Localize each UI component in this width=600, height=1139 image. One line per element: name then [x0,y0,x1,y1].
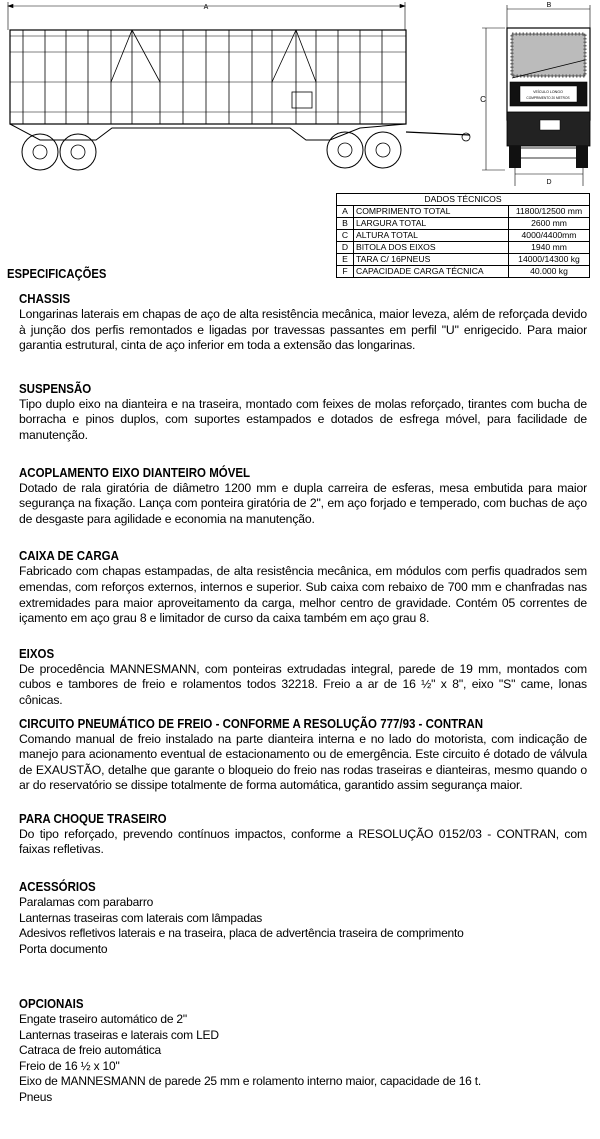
list-item: Lanternas traseiras com laterais com lâmpadas [19,910,263,925]
table-row [337,242,590,254]
dimension-a-label: A [203,4,209,11]
section-text: Do tipo reforçado, prevendo contínuos impactos, conforme a RESOLUÇÃO 0152/03 - CONTRAN, com faixas refletivas. [19,826,587,857]
dimension-b-label: B [546,2,552,9]
row-value: 14000/14300 kg [509,254,590,266]
section-circuito-pneumatico [19,717,587,794]
trailer-side-view [10,30,470,170]
row-letter: F [337,266,354,278]
section-text: De procedência MANNESMANN, com ponteiras extrudadas integral, parede de 19 mm, montados com cubos e tambores de freio e rolamentos todos 32218. Freio a ar de 16 ½" x 8", eixo "S" came, lonas cônicas. [19,661,587,707]
list-item: Catraca de freio automática [19,1043,162,1058]
section-suspensao [19,382,587,444]
section-title: CIRCUITO PNEUMÁTICO DE FREIO - CONFORME A RESOLUÇÃO 777/93 - CONTRAN [19,716,484,731]
section-text: Longarinas laterais em chapas de aço de alta resistência mecânica, maior leveza, além de reforçada devido à junção dos perfis remontados e ligadas por travessas passantes em perfil "U" enrigecido. Para maior garantia estrutural, cinta de aço inferior em toda a extensão das longarinas. [19,307,587,353]
row-label: ALTURA TOTAL [354,230,509,242]
section-caixa-de-carga [19,549,587,626]
section-para-choque [19,812,587,858]
list-item: Engate traseiro automático de 2" [19,1012,187,1027]
list-item: Porta documento [19,941,108,956]
section-title: OPCIONAIS [19,997,84,1012]
rear-plate-line2: COMPRIMENTO 20 METROS [526,96,570,100]
dimension-c-label: C [480,95,486,104]
specifications-content [19,292,587,1105]
section-title: PARA CHOQUE TRASEIRO [19,811,167,826]
table-row [337,266,590,278]
tech-table-title-row [337,194,590,206]
row-letter: E [337,254,354,266]
section-text: Tipo duplo eixo na dianteira e na traseira, montado com feixes de molas reforçado, tirantes com bucha de borracha e pinos duplos, com suportes estampados e dotados de esfrega móvel, para facilidade de manutenção. [19,396,587,442]
trailer-technical-drawing [0,0,600,190]
dimension-d-label: D [546,179,552,186]
row-value: 11800/12500 mm [509,206,590,218]
list-item: Adesivos refletivos laterais e na traseira, placa de advertência traseira de comprimento [19,926,464,941]
section-text: Dotado de rala giratória de diâmetro 1200 mm e dupla carreira de esferas, mesa embutida para maior segurança na fixação. Lança com ponteira giratória de 2", em aço forjado e temperado, com buchas de aço de desgaste para agilidade e economia na manutenção. [19,480,587,526]
section-title: ACESSÓRIOS [19,880,96,895]
section-eixos [19,647,587,709]
section-acoplamento [19,466,587,528]
row-letter: A [337,206,354,218]
row-letter: D [337,242,354,254]
list-item: Eixo de MANNESMANN de parede 25 mm e rolamento interno maior, capacidade de 16 t. [19,1074,482,1089]
row-label: LARGURA TOTAL [354,218,509,230]
section-text: Fabricado com chapas estampadas, de alta resistência mecânica, em módulos com perfis quadrados sem emendas, com reforços externos, internos e superior. Sub caixa com rebaixo de 700 mm e chanfradas nas extremidades para maior aproveitamento da carga, melhor centro de gravidade. Contém 05 correntes de içamento em aço grau 8 e limitador de curso da caixa também em aço grau 8. [19,564,587,626]
rear-plate-line1: VEÍCULO LONGO [533,90,563,94]
row-value: 1940 mm [509,242,590,254]
list-item: Paralamas com parabarro [19,895,154,910]
row-label: CAPACIDADE CARGA TÉCNICA [354,266,509,278]
section-title: CAIXA DE CARGA [19,549,119,564]
section-acessorios [19,880,587,957]
row-letter: B [337,218,354,230]
table-row [337,254,590,266]
row-value: 40.000 kg [509,266,590,278]
accessories-list [19,895,587,957]
section-chassis [19,292,587,354]
section-title: SUSPENSÃO [19,381,92,396]
list-item: Pneus [19,1089,53,1104]
section-title: EIXOS [19,646,55,661]
table-row [337,206,590,218]
row-label: BITOLA DOS EIXOS [354,242,509,254]
list-item: Lanternas traseiras e laterais com LED [19,1027,219,1042]
tech-table-title: DADOS TÉCNICOS [337,194,590,206]
optionals-list [19,1012,587,1105]
specifications-title: ESPECIFICAÇÕES [7,267,107,281]
table-row [337,230,590,242]
row-label: TARA C/ 16PNEUS [354,254,509,266]
row-letter: C [337,230,354,242]
table-row [337,218,590,230]
row-value: 4000/4400mm [509,230,590,242]
section-title: ACOPLAMENTO EIXO DIANTEIRO MÓVEL [19,465,251,480]
section-text: Comando manual de freio instalado na parte dianteira interna e no lado do motorista, com indicação de manejo para acionamento eventual de estacionamento ou de emergência. Este circuito é dotado de válvula de EXAUSTÃO, detalhe que garante o bloqueio do freio nas rodas traseiras e dianteiras, mesmo quando o ar do reservatório se dissipe totalmente de forma automática, garantido assim segurança maior. [19,731,587,793]
list-item: Freio de 16 ½ x 10" [19,1058,120,1073]
row-value: 2600 mm [509,218,590,230]
section-title: CHASSIS [19,292,71,306]
row-label: COMPRIMENTO TOTAL [354,206,509,218]
tech-data-table [336,193,590,278]
section-opcionais [19,997,587,1105]
